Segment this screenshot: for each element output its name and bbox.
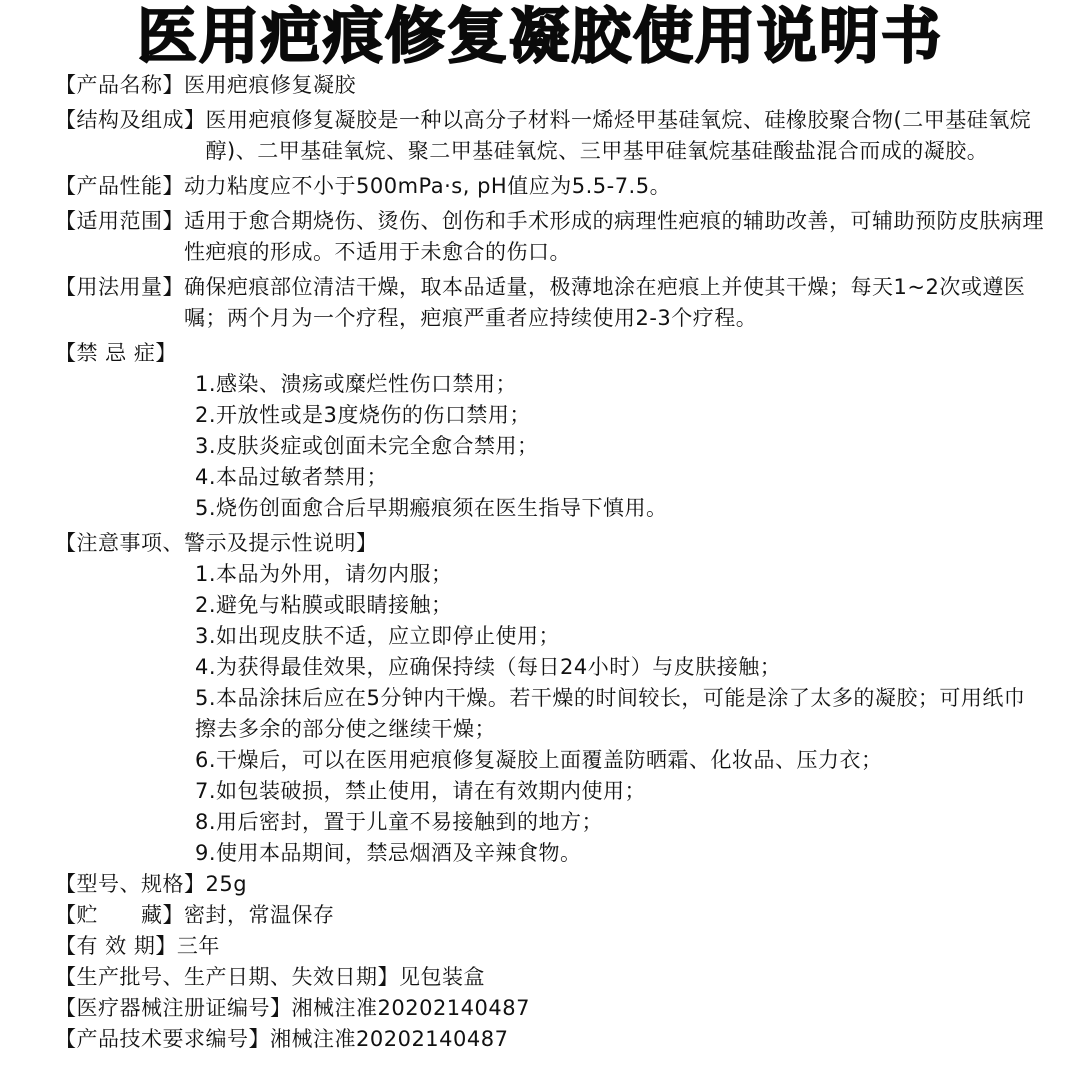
section-label: 【产品性能】 (55, 174, 184, 198)
section-scope (55, 206, 1055, 268)
section-label: 【生产批号、生产日期、失效日期】 (55, 965, 399, 989)
section-value: 医用疤痕修复凝胶 (184, 73, 356, 97)
section-value: 湘械注准20202140487 (270, 1027, 509, 1051)
section-value: 动力粘度应不小于500mPa·s, pH值应为5.5-7.5。 (184, 174, 672, 198)
section-value: 密封，常温保存 (184, 903, 335, 927)
list-item: 4.本品过敏者禁用； (195, 465, 389, 489)
section-label: 【贮 藏】 (55, 903, 184, 927)
list-item: 7.如包装破损，禁止使用，请在有效期内使用； (195, 779, 647, 803)
section-performance (55, 171, 1055, 202)
section-label: 【医疗器械注册证编号】 (55, 996, 292, 1020)
section-registration (55, 993, 1055, 1024)
section-label: 【结构及组成】 (55, 108, 206, 132)
section-value: 适用于愈合期烧伤、烫伤、创伤和手术形成的病理性疤痕的辅助改善，可辅助预防皮肤病理性疤痕的形成。不适用于未愈合的伤口。 (184, 209, 1044, 264)
list-item: 3.皮肤炎症或创面未完全愈合禁用； (195, 434, 539, 458)
list-item: 8.用后密封，置于儿童不易接触到的地方； (195, 810, 604, 834)
list-item: 5.烧伤创面愈合后早期瘢痕须在医生指导下慎用。 (195, 496, 668, 520)
document-body (55, 70, 1055, 1055)
section-value: 确保疤痕部位清洁干燥，取本品适量，极薄地涂在疤痕上并使其干燥；每天1~2次或遵医嘱；两个月为一个疗程，疤痕严重者应持续使用2-3个疗程。 (184, 275, 1026, 330)
section-label: 【用法用量】 (55, 275, 184, 299)
section-spec (55, 869, 1055, 900)
section-label: 【适用范围】 (55, 209, 184, 233)
section-value: 三年 (176, 934, 220, 958)
section-value: 见包装盒 (399, 965, 485, 989)
section-label: 【产品名称】 (55, 73, 184, 97)
list-item: 1.感染、溃疡或糜烂性伤口禁用； (195, 372, 518, 396)
list-item: 4.为获得最佳效果，应确保持续（每日24小时）与皮肤接触； (195, 655, 782, 679)
list-item: 1.本品为外用，请勿内服； (195, 562, 453, 586)
section-warnings (55, 528, 1055, 869)
section-label: 【有 效 期】 (55, 934, 177, 958)
section-validity (55, 931, 1055, 962)
section-value: 25g (205, 872, 248, 896)
section-label: 【产品技术要求编号】 (55, 1027, 270, 1051)
section-product-name (55, 70, 1055, 101)
list-item: 6.干燥后，可以在医用疤痕修复凝胶上面覆盖防晒霜、化妆品、压力衣； (195, 748, 883, 772)
section-value: 医用疤痕修复凝胶是一种以高分子材料一烯烃甲基硅氧烷、硅橡胶聚合物(二甲基硅氧烷醇)、二甲基硅氧烷、聚二甲基硅氧烷、三甲基甲硅氧烷基硅酸盐混合而成的凝胶。 (205, 108, 1032, 163)
list-item: 9.使用本品期间，禁忌烟酒及辛辣食物。 (195, 841, 582, 865)
list-item: 3.如出现皮肤不适，应立即停止使用； (195, 624, 561, 648)
section-batch (55, 962, 1055, 993)
section-storage (55, 900, 1055, 931)
section-label: 【型号、规格】 (55, 872, 206, 896)
list-item: 5.本品涂抹后应在5分钟内干燥。若干燥的时间较长，可能是涂了太多的凝胶；可用纸巾擦去多余的部分使之继续干燥； (195, 686, 1026, 741)
section-tech-requirement (55, 1024, 1055, 1055)
section-usage (55, 272, 1055, 334)
list-item: 2.避免与粘膜或眼睛接触； (195, 593, 453, 617)
section-value: 湘械注准20202140487 (291, 996, 530, 1020)
section-composition (55, 105, 1055, 167)
section-label: 【注意事项、警示及提示性说明】 (55, 531, 378, 555)
document-title: 医用疤痕修复凝胶使用说明书 (137, 2, 943, 72)
section-contraindications (55, 338, 1055, 524)
list-item: 2.开放性或是3度烧伤的伤口禁用； (195, 403, 531, 427)
section-label: 【禁 忌 症】 (55, 341, 177, 365)
